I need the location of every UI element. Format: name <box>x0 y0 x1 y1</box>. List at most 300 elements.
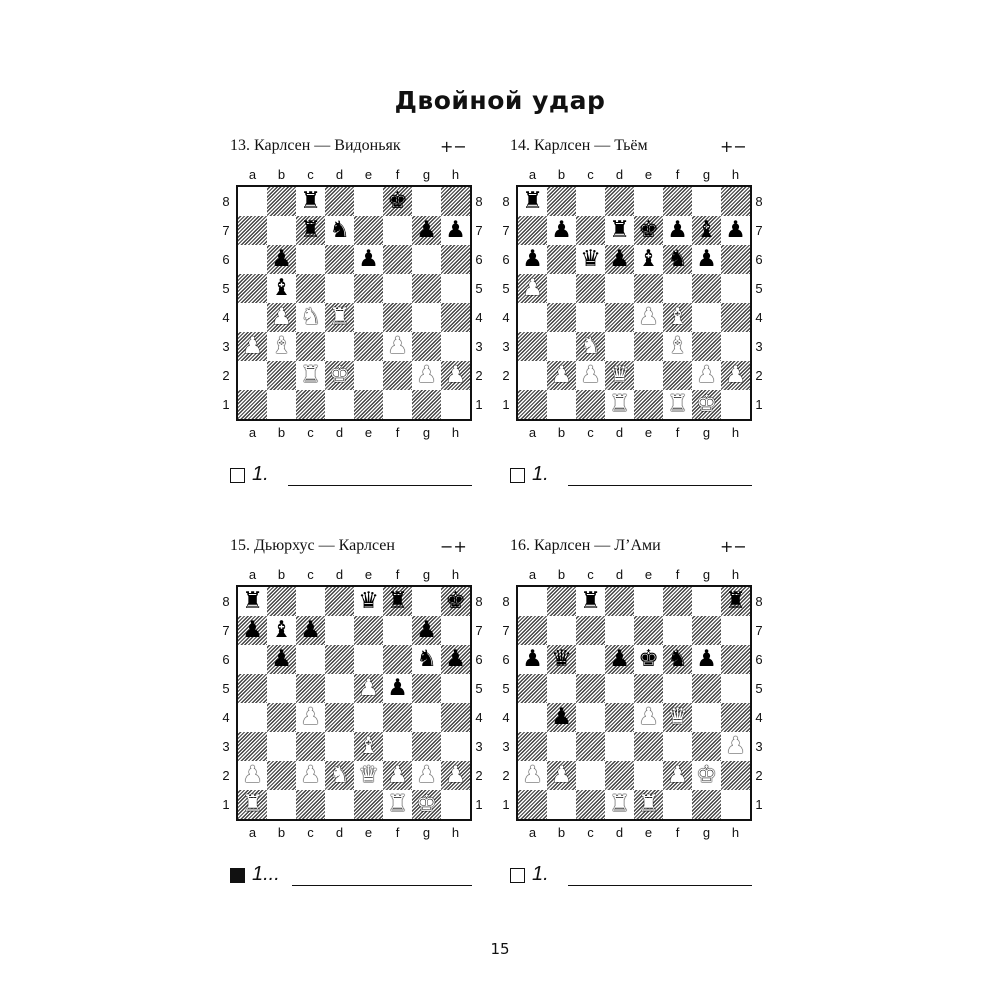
filled-checkbox-icon[interactable] <box>230 868 245 883</box>
square-f5 <box>663 274 692 303</box>
answer-field <box>230 465 480 489</box>
square-b1 <box>547 790 576 819</box>
square-e7 <box>634 616 663 645</box>
square-a4 <box>238 703 267 732</box>
rank-label: 1 <box>755 397 763 412</box>
square-a4 <box>238 303 267 332</box>
square-c8 <box>296 587 325 616</box>
black-pawn-icon: ♟ <box>551 217 572 243</box>
square-e1 <box>634 390 663 419</box>
game-title: 16. Карлсен — Л’Ами <box>510 537 661 554</box>
square-g5 <box>412 274 441 303</box>
square-g8 <box>692 587 721 616</box>
rank-label: 5 <box>222 281 230 296</box>
white-pawn-icon: ♟ <box>445 762 466 788</box>
square-g7 <box>692 616 721 645</box>
square-f1 <box>383 390 412 419</box>
rank-label: 5 <box>222 681 230 696</box>
square-d3 <box>605 332 634 361</box>
rank-label: 6 <box>475 252 483 267</box>
rank-label: 1 <box>475 797 483 812</box>
rank-label: 1 <box>755 797 763 812</box>
rank-label: 7 <box>755 223 763 238</box>
square-d8 <box>605 587 634 616</box>
file-label: e <box>364 825 373 840</box>
square-g3 <box>692 732 721 761</box>
square-g1 <box>412 390 441 419</box>
black-knight-icon: ♞ <box>667 246 688 272</box>
white-pawn-icon: ♟ <box>416 362 437 388</box>
evaluation: −+ <box>440 537 467 556</box>
square-b8 <box>267 187 296 216</box>
square-g8 <box>692 187 721 216</box>
square-d1 <box>325 790 354 819</box>
square-b6 <box>547 245 576 274</box>
square-f3 <box>383 732 412 761</box>
square-g5 <box>412 674 441 703</box>
square-h6 <box>721 645 750 674</box>
white-rook-icon: ♜ <box>667 391 688 417</box>
black-pawn-icon: ♟ <box>271 246 292 272</box>
square-c1 <box>296 790 325 819</box>
square-a7 <box>518 216 547 245</box>
rank-label: 2 <box>502 368 510 383</box>
rank-label: 2 <box>502 768 510 783</box>
file-label: h <box>731 567 740 582</box>
square-a6 <box>238 645 267 674</box>
white-pawn-icon: ♟ <box>522 275 543 301</box>
square-h5 <box>441 274 470 303</box>
rank-label: 7 <box>222 223 230 238</box>
square-e2 <box>634 761 663 790</box>
rank-label: 3 <box>502 739 510 754</box>
square-a6 <box>238 245 267 274</box>
white-rook-icon: ♜ <box>329 304 350 330</box>
file-label: e <box>644 425 653 440</box>
evaluation: +− <box>720 137 747 156</box>
white-pawn-icon: ♟ <box>358 675 379 701</box>
black-pawn-icon: ♟ <box>551 704 572 730</box>
rank-label: 7 <box>755 623 763 638</box>
file-label: f <box>675 825 680 840</box>
black-rook-icon: ♜ <box>387 588 408 614</box>
file-label: g <box>702 425 711 440</box>
file-label: g <box>422 425 431 440</box>
square-h6 <box>721 245 750 274</box>
square-b8 <box>547 187 576 216</box>
black-rook-icon: ♜ <box>300 217 321 243</box>
rank-label: 5 <box>755 681 763 696</box>
file-label: f <box>675 567 680 582</box>
square-e8 <box>634 587 663 616</box>
rank-label: 2 <box>222 768 230 783</box>
chess-puzzle <box>502 137 790 487</box>
file-label: a <box>248 825 257 840</box>
file-label: d <box>615 425 624 440</box>
black-pawn-icon: ♟ <box>696 246 717 272</box>
square-e7 <box>354 616 383 645</box>
file-label: d <box>615 167 624 182</box>
rank-label: 8 <box>502 594 510 609</box>
file-label: c <box>307 425 314 440</box>
square-f7 <box>663 616 692 645</box>
rank-label: 5 <box>502 681 510 696</box>
black-pawn-icon: ♟ <box>271 646 292 672</box>
rank-label: 2 <box>222 368 230 383</box>
square-d3 <box>325 732 354 761</box>
answer-line[interactable] <box>288 485 472 486</box>
rank-label: 8 <box>502 194 510 209</box>
square-h7 <box>721 616 750 645</box>
white-pawn-icon: ♟ <box>725 733 746 759</box>
file-label: h <box>451 825 460 840</box>
rank-label: 5 <box>502 281 510 296</box>
square-f8 <box>663 187 692 216</box>
square-d3 <box>605 732 634 761</box>
square-e4 <box>354 303 383 332</box>
file-label: d <box>335 567 344 582</box>
white-pawn-icon: ♟ <box>725 362 746 388</box>
square-e8 <box>634 187 663 216</box>
square-h1 <box>721 790 750 819</box>
square-f1 <box>663 790 692 819</box>
square-a7 <box>518 616 547 645</box>
white-knight-icon: ♞ <box>580 333 601 359</box>
evaluation: +− <box>440 137 467 156</box>
file-label: f <box>395 167 400 182</box>
square-b8 <box>547 587 576 616</box>
square-d4 <box>605 703 634 732</box>
square-b1 <box>267 390 296 419</box>
file-label: e <box>364 567 373 582</box>
file-label: b <box>277 425 286 440</box>
file-label: b <box>557 167 566 182</box>
rank-label: 1 <box>502 797 510 812</box>
square-g4 <box>412 703 441 732</box>
black-knight-icon: ♞ <box>667 646 688 672</box>
square-e2 <box>354 361 383 390</box>
white-knight-icon: ♞ <box>329 762 350 788</box>
file-label: e <box>644 567 653 582</box>
square-f8 <box>663 587 692 616</box>
white-rook-icon: ♜ <box>300 362 321 388</box>
empty-checkbox-icon[interactable] <box>230 468 245 483</box>
square-h5 <box>721 274 750 303</box>
rank-label: 3 <box>755 339 763 354</box>
square-e5 <box>634 674 663 703</box>
square-h1 <box>721 390 750 419</box>
square-e8 <box>354 187 383 216</box>
black-queen-icon: ♛ <box>580 246 601 272</box>
rank-label: 4 <box>755 310 763 325</box>
rank-label: 4 <box>502 310 510 325</box>
black-queen-icon: ♛ <box>358 588 379 614</box>
rank-label: 1 <box>502 397 510 412</box>
square-h3 <box>441 332 470 361</box>
chess-board <box>236 185 472 421</box>
square-f2 <box>383 361 412 390</box>
square-h8 <box>721 187 750 216</box>
square-d5 <box>605 274 634 303</box>
white-pawn-icon: ♟ <box>580 362 601 388</box>
white-king-icon: ♚ <box>416 791 437 817</box>
answer-line[interactable] <box>568 885 752 886</box>
square-b1 <box>547 390 576 419</box>
square-g3 <box>412 732 441 761</box>
rank-label: 8 <box>222 194 230 209</box>
square-e3 <box>354 332 383 361</box>
answer-field <box>230 865 480 889</box>
file-label: d <box>335 825 344 840</box>
file-label: d <box>615 567 624 582</box>
square-c6 <box>296 245 325 274</box>
black-pawn-icon: ♟ <box>445 646 466 672</box>
file-label: h <box>731 167 740 182</box>
white-queen-icon: ♛ <box>609 362 630 388</box>
rank-label: 7 <box>475 223 483 238</box>
rank-label: 3 <box>475 339 483 354</box>
file-label: c <box>307 825 314 840</box>
square-b5 <box>547 674 576 703</box>
square-d5 <box>605 674 634 703</box>
square-g5 <box>692 674 721 703</box>
file-label: g <box>702 825 711 840</box>
square-b2 <box>267 361 296 390</box>
chess-board <box>516 185 752 421</box>
file-label: a <box>528 825 537 840</box>
square-h5 <box>441 674 470 703</box>
rank-label: 4 <box>755 710 763 725</box>
square-h7 <box>441 616 470 645</box>
black-bishop-icon: ♝ <box>271 617 292 643</box>
white-bishop-icon: ♝ <box>358 733 379 759</box>
black-pawn-icon: ♟ <box>522 646 543 672</box>
white-pawn-icon: ♟ <box>387 333 408 359</box>
square-e3 <box>634 732 663 761</box>
square-c5 <box>296 674 325 703</box>
rank-label: 6 <box>502 652 510 667</box>
file-label: c <box>587 425 594 440</box>
square-d8 <box>605 187 634 216</box>
square-a5 <box>518 674 547 703</box>
square-f2 <box>663 361 692 390</box>
rank-label: 2 <box>755 768 763 783</box>
white-bishop-icon: ♝ <box>271 333 292 359</box>
black-king-icon: ♚ <box>638 646 659 672</box>
black-rook-icon: ♜ <box>725 588 746 614</box>
square-h5 <box>721 674 750 703</box>
move-prompt: 1. <box>532 463 549 485</box>
square-c7 <box>576 616 605 645</box>
square-b7 <box>267 216 296 245</box>
square-h3 <box>721 332 750 361</box>
square-f6 <box>383 245 412 274</box>
black-pawn-icon: ♟ <box>522 246 543 272</box>
file-label: e <box>644 825 653 840</box>
square-a4 <box>518 703 547 732</box>
white-pawn-icon: ♟ <box>551 362 572 388</box>
answer-line[interactable] <box>292 885 472 886</box>
black-rook-icon: ♜ <box>242 588 263 614</box>
file-label: f <box>395 825 400 840</box>
answer-field <box>510 865 760 889</box>
file-label: b <box>557 825 566 840</box>
square-e5 <box>354 274 383 303</box>
black-knight-icon: ♞ <box>416 646 437 672</box>
chess-board <box>236 585 472 821</box>
square-e5 <box>634 274 663 303</box>
black-queen-icon: ♛ <box>551 646 572 672</box>
square-f3 <box>663 732 692 761</box>
white-knight-icon: ♞ <box>300 304 321 330</box>
white-rook-icon: ♜ <box>242 791 263 817</box>
square-c5 <box>296 274 325 303</box>
white-king-icon: ♚ <box>696 762 717 788</box>
black-king-icon: ♚ <box>445 588 466 614</box>
rank-label: 4 <box>502 710 510 725</box>
evaluation: +− <box>720 537 747 556</box>
rank-label: 5 <box>475 281 483 296</box>
black-pawn-icon: ♟ <box>725 217 746 243</box>
square-c4 <box>576 703 605 732</box>
rank-label: 3 <box>222 339 230 354</box>
square-f7 <box>383 216 412 245</box>
square-d7 <box>325 616 354 645</box>
square-c2 <box>576 761 605 790</box>
square-a3 <box>518 332 547 361</box>
rank-label: 1 <box>475 397 483 412</box>
file-label: g <box>702 567 711 582</box>
black-pawn-icon: ♟ <box>416 217 437 243</box>
empty-checkbox-icon[interactable] <box>510 468 525 483</box>
rank-label: 5 <box>755 281 763 296</box>
rank-label: 2 <box>755 368 763 383</box>
square-b5 <box>547 274 576 303</box>
white-king-icon: ♚ <box>329 362 350 388</box>
rank-label: 4 <box>475 710 483 725</box>
empty-checkbox-icon[interactable] <box>510 868 525 883</box>
square-f5 <box>663 674 692 703</box>
white-pawn-icon: ♟ <box>638 704 659 730</box>
file-label: g <box>422 825 431 840</box>
square-d8 <box>325 587 354 616</box>
rank-label: 6 <box>755 252 763 267</box>
square-b7 <box>547 616 576 645</box>
square-h3 <box>441 732 470 761</box>
black-pawn-icon: ♟ <box>416 617 437 643</box>
game-title: 13. Карлсен — Видоньяк <box>230 137 401 154</box>
file-label: g <box>422 167 431 182</box>
chess-board <box>516 585 752 821</box>
white-queen-icon: ♛ <box>667 704 688 730</box>
square-e2 <box>634 361 663 390</box>
white-pawn-icon: ♟ <box>300 762 321 788</box>
square-d3 <box>325 332 354 361</box>
black-king-icon: ♚ <box>638 217 659 243</box>
white-pawn-icon: ♟ <box>242 333 263 359</box>
rank-label: 8 <box>222 594 230 609</box>
answer-line[interactable] <box>568 485 752 486</box>
square-b4 <box>267 703 296 732</box>
file-label: h <box>451 425 460 440</box>
black-pawn-icon: ♟ <box>387 675 408 701</box>
rank-label: 6 <box>475 652 483 667</box>
square-a8 <box>238 187 267 216</box>
square-h4 <box>441 703 470 732</box>
square-h4 <box>721 303 750 332</box>
rank-label: 4 <box>222 310 230 325</box>
file-label: a <box>528 425 537 440</box>
square-g4 <box>692 703 721 732</box>
white-pawn-icon: ♟ <box>242 762 263 788</box>
square-f7 <box>383 616 412 645</box>
square-c3 <box>296 332 325 361</box>
square-b2 <box>267 761 296 790</box>
white-pawn-icon: ♟ <box>667 762 688 788</box>
white-queen-icon: ♛ <box>358 762 379 788</box>
file-label: e <box>364 425 373 440</box>
file-label: d <box>335 425 344 440</box>
square-c3 <box>296 732 325 761</box>
square-d1 <box>325 390 354 419</box>
white-bishop-icon: ♝ <box>667 333 688 359</box>
file-label: f <box>395 567 400 582</box>
file-label: e <box>644 167 653 182</box>
square-h1 <box>441 790 470 819</box>
rank-label: 2 <box>475 768 483 783</box>
square-a7 <box>238 216 267 245</box>
rank-label: 7 <box>502 223 510 238</box>
chess-puzzle <box>222 137 510 487</box>
file-label: a <box>248 425 257 440</box>
white-pawn-icon: ♟ <box>551 762 572 788</box>
file-label: d <box>335 167 344 182</box>
rank-label: 8 <box>755 594 763 609</box>
square-d4 <box>325 703 354 732</box>
rank-label: 4 <box>222 710 230 725</box>
file-label: b <box>277 825 286 840</box>
square-d6 <box>325 245 354 274</box>
black-rook-icon: ♜ <box>580 588 601 614</box>
square-d8 <box>325 187 354 216</box>
file-label: c <box>587 825 594 840</box>
square-f6 <box>383 645 412 674</box>
square-c1 <box>576 390 605 419</box>
square-g5 <box>692 274 721 303</box>
square-f4 <box>383 703 412 732</box>
black-bishop-icon: ♝ <box>271 275 292 301</box>
square-e3 <box>634 332 663 361</box>
square-d7 <box>605 616 634 645</box>
square-b4 <box>547 303 576 332</box>
black-knight-icon: ♞ <box>329 217 350 243</box>
file-label: b <box>277 567 286 582</box>
black-pawn-icon: ♟ <box>696 646 717 672</box>
white-pawn-icon: ♟ <box>387 762 408 788</box>
white-pawn-icon: ♟ <box>522 762 543 788</box>
square-f5 <box>383 274 412 303</box>
square-c6 <box>576 645 605 674</box>
rank-label: 7 <box>502 623 510 638</box>
square-a3 <box>518 732 547 761</box>
square-b3 <box>547 732 576 761</box>
move-prompt: 1... <box>252 863 280 885</box>
rank-label: 5 <box>475 681 483 696</box>
file-label: a <box>528 567 537 582</box>
black-pawn-icon: ♟ <box>445 217 466 243</box>
white-rook-icon: ♜ <box>609 391 630 417</box>
file-label: g <box>422 567 431 582</box>
